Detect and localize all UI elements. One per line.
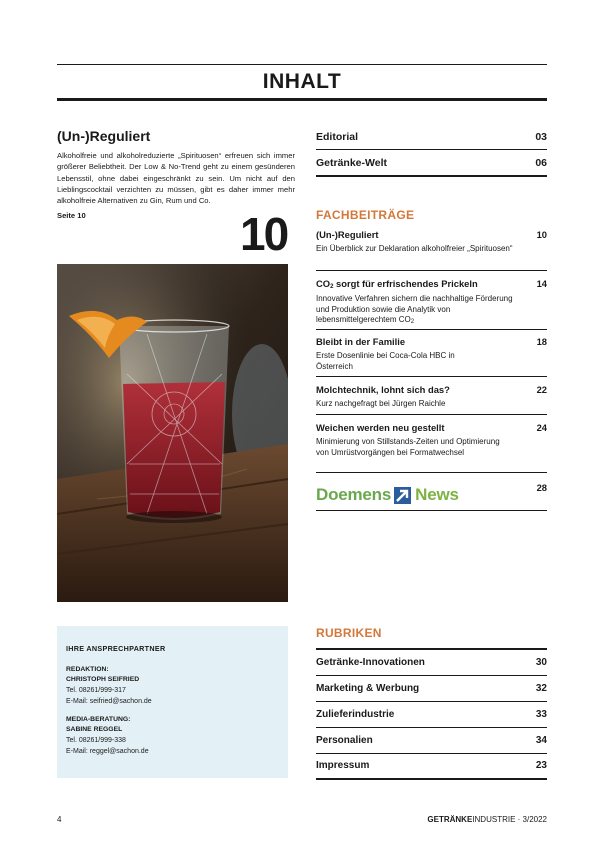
divider (316, 414, 547, 415)
rubrik-title: Getränke-Innovationen (316, 657, 425, 668)
article-item[interactable] (316, 384, 547, 410)
article-item[interactable] (316, 336, 547, 372)
contact-role: REDAKTION: (66, 666, 109, 673)
rubrik-title: Marketing & Werbung (316, 683, 420, 694)
article-title: Molchtechnik, lohnt sich das? (316, 384, 450, 395)
contact-email[interactable]: E-Mail: seifried@sachon.de (66, 698, 152, 705)
article-title: (Un-)Reguliert (316, 229, 379, 240)
toc-page: 03 (535, 131, 547, 143)
page-title: INHALT (262, 70, 342, 93)
article-desc: Innovative Verfahren sichern die nachhaltige Förderung und Produktion sowie die Analytik von lebensmittelgerechtem $CO_2$ (316, 294, 513, 326)
divider (316, 329, 547, 330)
contact-name: CHRISTOPH SEIFRIED (66, 676, 140, 683)
divider (316, 753, 547, 754)
page-number: 4 (57, 815, 62, 824)
divider (316, 701, 547, 702)
rubrik-item[interactable] (316, 683, 547, 694)
contact-email[interactable]: E-Mail: reggel@sachon.de (66, 748, 149, 755)
contact-group-media (66, 715, 279, 757)
rubrik-page: 33 (535, 709, 547, 720)
feature-title: (Un-)Reguliert (57, 128, 151, 144)
divider (316, 675, 547, 676)
contact-group-redaktion (66, 665, 279, 707)
article-item[interactable] (316, 422, 547, 458)
divider (316, 149, 547, 150)
rubrik-item[interactable] (316, 657, 547, 668)
section-heading-fachbeitraege: FACHBEITRÄGE (316, 208, 415, 222)
toc-item-editorial[interactable] (316, 131, 547, 143)
contact-name: SABINE REGGEL (66, 726, 123, 733)
feature-text: Alkoholfreie und alkoholreduzierte „Spirituosen“ erfreuen sich immer größerer Beliebtheit. Der Low & No-Trend geht zu einem gesünderen Lebensstil, ohne dabei eingeschränkt zu sein. Um nicht auf den Lieblingscocktail verzichten zu müssen, gibt es daher immer mehr alkoholfreie Alternativen zu Gin, Rum und Co. (57, 151, 295, 206)
rubrik-item[interactable] (316, 735, 547, 746)
article-desc: Ein Überblick zur Deklaration alkoholfreier „Spirituosen“ (316, 244, 513, 253)
section-heading-rubriken: RUBRIKEN (316, 626, 382, 640)
rubrik-title: Personalien (316, 735, 373, 746)
contact-box (57, 626, 288, 778)
rubrik-page: 23 (535, 760, 547, 771)
rubrik-page: 34 (535, 735, 547, 746)
article-item[interactable] (316, 278, 547, 328)
divider (316, 376, 547, 377)
article-desc: Kurz nachgefragt bei Jürgen Raichle (316, 399, 446, 408)
rubrik-title: Zulieferindustrie (316, 709, 395, 720)
article-page: 22 (536, 384, 547, 395)
title-rule (57, 98, 547, 101)
top-rule (57, 64, 547, 65)
article-item[interactable] (316, 229, 547, 255)
rubrik-item[interactable] (316, 760, 547, 771)
toc-page: 06 (535, 157, 547, 169)
contact-heading: IHRE ANSPRECHPARTNER (66, 644, 166, 653)
rubrik-title: Impressum (316, 760, 370, 771)
article-page: 28 (536, 482, 547, 493)
article-page: 10 (536, 229, 547, 240)
toc-title: Getränke-Welt (316, 157, 387, 169)
feature-big-number: 10 (240, 208, 288, 260)
article-title: $CO_2$ sorgt für erfrischendes Prickeln (316, 278, 478, 290)
article-page: 14 (536, 278, 547, 289)
news-page-row (316, 482, 547, 493)
contact-tel: Tel. 08261/999-317 (66, 687, 126, 694)
divider (316, 175, 547, 177)
rubrik-page: 32 (535, 683, 547, 694)
contact-role: MEDIA-BERATUNG: (66, 716, 131, 723)
rubrik-item[interactable] (316, 709, 547, 720)
divider (316, 472, 547, 473)
divider (316, 778, 547, 780)
divider (316, 727, 547, 728)
logo-word-doemens: Doemens (316, 485, 392, 504)
toc-title: Editorial (316, 131, 359, 143)
toc-item-getraenke-welt[interactable] (316, 157, 547, 169)
article-page: 24 (536, 422, 547, 433)
article-title: Bleibt in der Familie (316, 336, 406, 347)
divider (316, 648, 547, 650)
article-desc: Minimierung von Stillstands-Zeiten und Optimierung von Umrüstvorgängen bei Formatwechsel (316, 437, 500, 457)
article-title: Weichen werden neu gestellt (316, 422, 445, 433)
logo-word-news: News (415, 485, 459, 504)
divider (316, 270, 547, 271)
divider (316, 510, 547, 511)
footer-publication: GETRÄNKEINDUSTRIE · 3/2022 (427, 815, 547, 824)
cocktail-photo (57, 264, 288, 602)
article-desc: Erste Dosenlinie bei Coca-Cola HBC in Österreich (316, 351, 455, 371)
feature-page-ref[interactable]: Seite 10 (57, 211, 86, 220)
rubrik-page: 30 (535, 657, 547, 668)
contact-tel: Tel. 08261/999-338 (66, 737, 126, 744)
article-page: 18 (536, 336, 547, 347)
